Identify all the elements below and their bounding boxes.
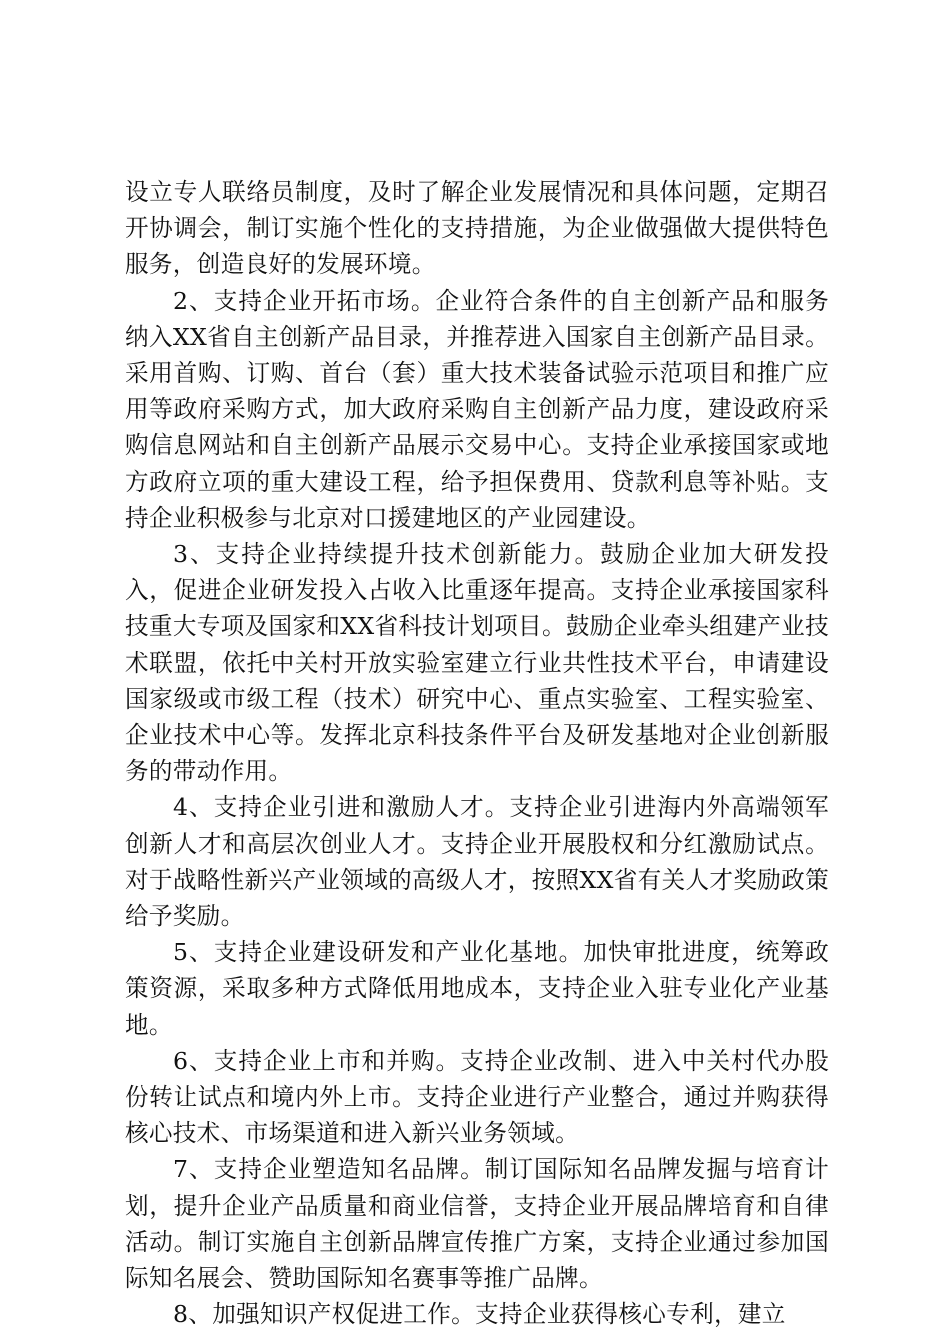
paragraph-continuation: 设立专人联络员制度，及时了解企业发展情况和具体问题，定期召开协调会，制订实施个性化的支持措施，为企业做强做大提供特色服务，创造良好的发展环境。 — [125, 178, 829, 279]
paragraph-item-2: 2、支持企业开拓市场。企业符合条件的自主创新产品和服务纳入XX省自主创新产品目录，并推荐进入国家自主创新产品目录。采用首购、订购、首台（套）重大技术装备试验示范项目和推广应用等政府采购方式，加大政府采购自主创新产品力度，建设政府采购信息网站和自主创新产品展示交易中心。支持企业承接国家或地方政府立项的重大建设工程，给予担保费用、贷款利息等补贴。支持企业积极参与北京对口援建地区的产业园建设。 — [125, 286, 829, 532]
paragraph-item-6: 6、支持企业上市和并购。支持企业改制、进入中关村代办股份转让试点和境内外上市。支持企业进行产业整合，通过并购获得核心技术、市场渠道和进入新兴业务领域。 — [125, 1046, 829, 1148]
paragraph-item-3: 3、支持企业持续提升技术创新能力。鼓励企业加大研发投入，促进企业研发投入占收入比重逐年提高。支持企业承接国家科技重大专项及国家和XX省科技计划项目。鼓励企业牵头组建产业技术联盟，依托中关村开放实验室建立行业共性技术平台，申请建设国家级或市级工程（技术）研究中心、重点实验室、工程实验室、企业技术中心等。发挥北京科技条件平台及研发基地对企业创新服务的带动作用。 — [125, 540, 829, 786]
paragraph-item-7: 7、支持企业塑造知名品牌。制订国际知名品牌发掘与培育计划，提升企业产品质量和商业信誉，支持企业开展品牌培育和自律活动。制订实施自主创新品牌宣传推广方案，支持企业通过参加国际知名展会、赞助国际知名赛事等推广品牌。 — [125, 1155, 829, 1293]
paragraph-item-5: 5、支持企业建设研发和产业化基地。加快审批进度，统筹政策资源，采取多种方式降低用地成本，支持企业入驻专业化产业基地。 — [125, 938, 829, 1039]
document-body — [125, 174, 829, 1333]
paragraph-item-8: 8、加强知识产权促进工作。支持企业获得核心专利，建立 — [173, 1300, 786, 1329]
paragraph-item-4: 4、支持企业引进和激励人才。支持企业引进海内外高端领军创新人才和高层次创业人才。支持企业开展股权和分红激励试点。对于战略性新兴产业领域的高级人才，按照XX省有关人才奖励政策给予奖励。 — [125, 793, 829, 931]
